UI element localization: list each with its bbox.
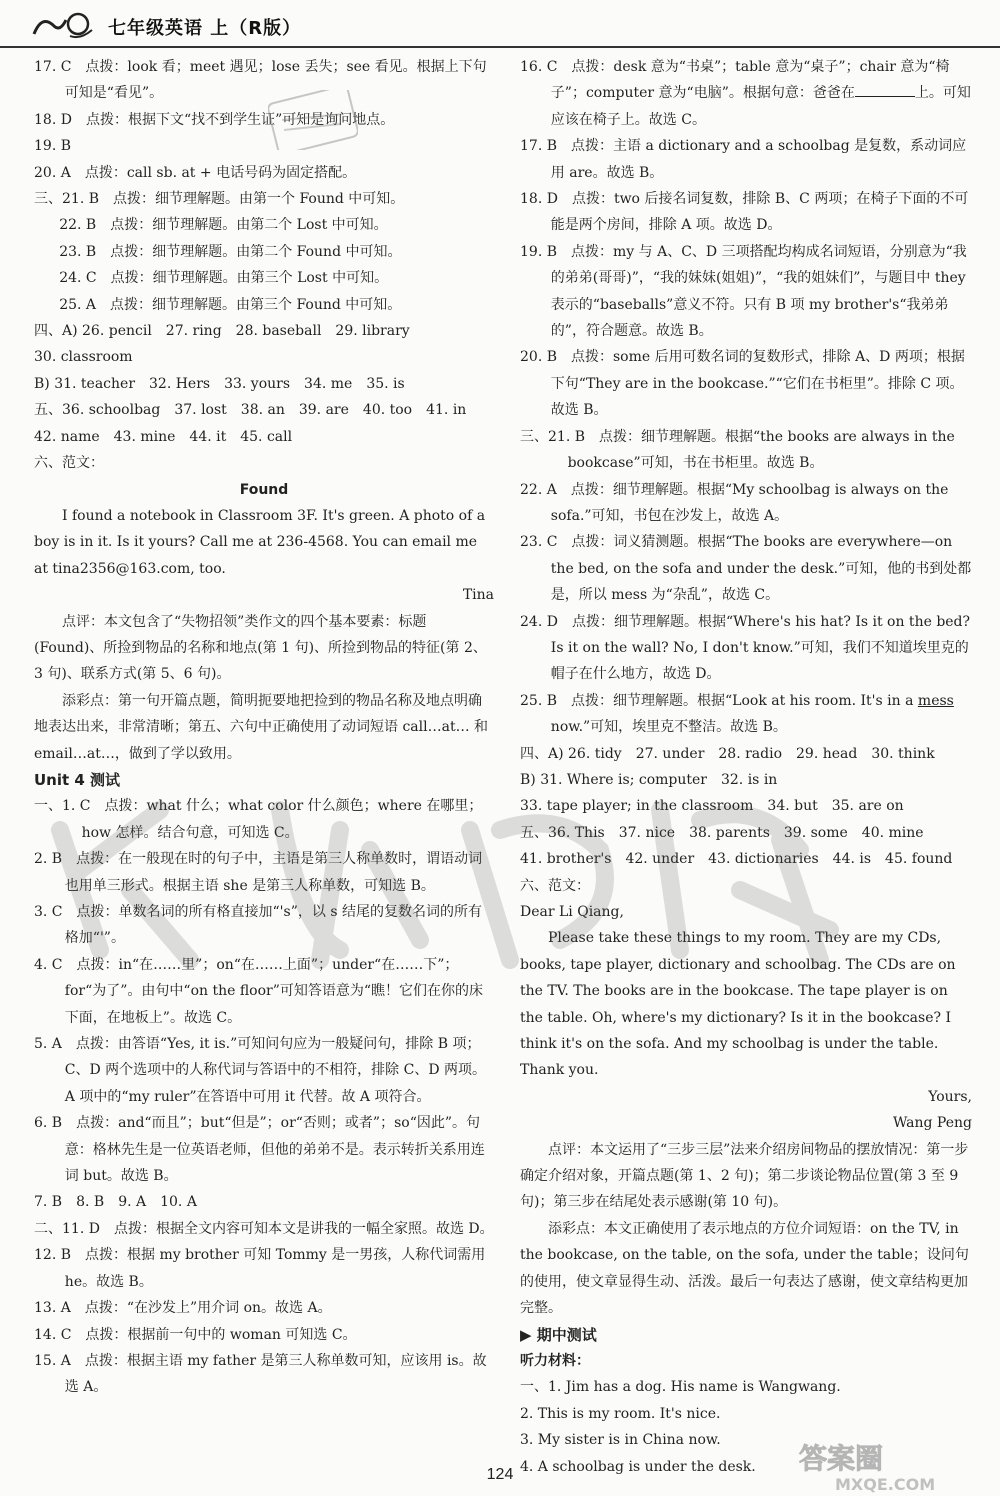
letter-review: 点评：本文运用了“三步三层”法来介绍房间物品的摆放情况：第一步确定介绍对象，开篇点题(第 1、2 句)；第二步谈论物品位置(第 3 至 9 句)；第三步在结尾处表示感谢(第 10 句)。 [520, 1141, 969, 1211]
right-column [520, 54, 972, 1480]
answer-17: 17. C 点拨：look 看；meet 遇见；lose 丢失；see 看见。根据上下句可知是“看见”。 [34, 59, 487, 102]
listening-material-label: 听力材料： [520, 1352, 590, 1369]
underlined-word: mess [917, 692, 954, 709]
answer-36-41: 五、36. schoolbag 37. lost 38. an 39. are 40. too 41. in [34, 402, 467, 419]
answer-19: 19. B [34, 138, 72, 155]
listening-4: 4. A schoolbag is under the desk. [520, 1458, 756, 1475]
u4-answer-41-45: 41. brother's 42. under 43. dictionaries 44. is 45. found [520, 851, 953, 868]
u4-answer-22: 22. A 点拨：细节理解题。根据“My schoolbag is always on the sofa.”可知，书包在沙发上，故选 A。 [520, 481, 949, 524]
u4-answer-25 [520, 688, 972, 741]
answer-23: 23. B 点拨：细节理解题。由第二个 Found 中可知。 [59, 243, 402, 260]
brand-watermark-url: MXQE.COM [835, 1475, 936, 1494]
page-header [0, 0, 1000, 48]
u4-answer-14: 14. C 点拨：根据前一句中的 woman 可知选 C。 [34, 1326, 357, 1343]
u4-answer-2: 2. B 点拨：在一般现在时的句子中，主语是第三人称单数时，谓语动词也用单三形式。根据主语 she 是第三人称单数，可知选 B。 [34, 851, 483, 894]
section-title-midterm: ▶ 期中测试 [520, 1325, 597, 1344]
page-number: 124 [486, 1466, 514, 1483]
essay-signature: Tina [462, 587, 494, 604]
answer-21: 三、21. B 点拨：细节理解题。由第一个 Found 中可知。 [34, 191, 405, 208]
u4-answer-31-32: B) 31. Where is; computer 32. is in [520, 771, 778, 788]
u4-answer-25-tail: now.”可知，埃里克不整洁。故选 B。 [550, 719, 787, 736]
letter-closing: Yours, [928, 1088, 972, 1105]
u4-answer-12: 12. B 点拨：根据 my brother 可知 Tommy 是一男孩，人称代词需用 he。故选 B。 [34, 1247, 486, 1290]
u4-answer-19: 19. B 点拨：my 与 A、C、D 三项搭配均构成名词短语，分别意为“我的弟弟(哥哥)”，“我的妹妹(姐姐)”，“我的姐妹们”，与题目中 they 表示的“baseballs”意义不符。只有 B 项 my brother's“我弟弟的”，符合题意。故选 B。 [520, 243, 967, 340]
letter-highlight: 添彩点：本文正确使用了表示地点的方位介词短语：on the TV, in the bookcase, on the table, on the sofa, under the table；设问句的使用，使文章显得生动、活泼。最后一句表达了感谢，使文章结构更加完整。 [520, 1220, 969, 1317]
u4-answer-4: 4. C 点拨：in“在……里”；on“在……上面”；under“在……下”；for“为了”。由句中“on the floor”可知答语意为“瞧！它们在你的床下面，在地板上”。故选 C。 [34, 956, 484, 1026]
answer-20: 20. A 点拨：call sb. at + 电话号码为固定搭配。 [34, 164, 357, 181]
u4-answer-21: 三、21. B 点拨：细节理解题。根据“the books are always in the bookcase”可知，书在书柜里。故选 B。 [520, 428, 955, 472]
essay-highlight: 添彩点：第一句开篇点题，简明扼要地把捡到的物品名称及地点明确地表达出来，非常清晰；第五、六句中正确使用了动词短语 call…at… 和 email…at…，做到了学以致用。 [34, 692, 489, 762]
answer-26-29: 四、A) 26. pencil 27. ring 28. baseball 29. library [34, 323, 410, 340]
u4-answer-26-30: 四、A) 26. tidy 27. under 28. radio 29. head 30. think [520, 745, 935, 762]
u4-answer-20: 20. B 点拨：some 后用可数名词的复数形式，排除 A、D 两项；根据下句“They are in the bookcase.”“它们在书柜里”。排除 C 项。故选 B。 [520, 349, 965, 419]
letter-body: Please take these things to my room. They are my CDs, books, tape player, dictionary and schoolbag. The CDs are on the TV. The books are in the bookcase. The tape player is on the table. Oh, where's my dictionary? Is it in the bookcase? I think it's on the sofa. And my schoolbag is under the table. Thank you. [520, 930, 956, 1079]
answer-25: 25. A 点拨：细节理解题。由第三个 Found 中可知。 [59, 296, 402, 313]
listening-2: 2. This is my room. It's nice. [520, 1405, 721, 1422]
publisher-logo-icon [30, 10, 100, 42]
u4-answer-15: 15. A 点拨：根据主语 my father 是第三人称单数可知，应该用 is。故选 A。 [34, 1352, 487, 1396]
letter-signature: Wang Peng [892, 1115, 972, 1132]
u4-answer-24: 24. D 点拨：细节理解题。根据“Where's his hat? Is it on the bed? Is it on the wall? No, I don't know.”可知，我们不知道埃里克的帽子在什么地方，故选 D。 [520, 613, 971, 683]
book-title: 七年级英语 上（R版） [108, 18, 302, 39]
u4-answer-16-tail: 上。可知应该在椅子上。故选 C。 [550, 85, 971, 128]
u4-answer-5: 5. A 点拨：由答语“Yes, it is.”可知问句应为一般疑问句，排除 B 项；C、D 两个选项中的人称代词与答语中的不相符，排除 C、D 两项。A 项中的“my ruler”在答语中可用 it 代替。故 A 项符合。 [34, 1036, 487, 1105]
fill-blank [855, 82, 915, 97]
answer-24: 24. C 点拨：细节理解题。由第三个 Lost 中可知。 [59, 270, 389, 287]
answer-30: 30. classroom [34, 349, 133, 366]
seal-watermark-icon [268, 90, 358, 150]
u4-answer-18: 18. D 点拨：two 后接名词复数，排除 B、C 两项；在椅子下面的不可能是两个房间，排除 A 项。故选 D。 [520, 191, 969, 234]
answer-31-35: B) 31. teacher 32. Hers 33. yours 34. me 35. is [34, 375, 405, 392]
u4-answer-6: 6. B 点拨：and“而且”；but“但是”；or“否则；或者”；so“因此”。句意：格林先生是一位英语老师，但他的弟弟不是。表示转折关系用连词 but。故选 B。 [34, 1115, 485, 1185]
u4-answer-7-10: 7. B 8. B 9. A 10. A [34, 1194, 197, 1211]
u4-answer-33-35: 33. tape player; in the classroom 34. but 35. are on [520, 798, 904, 815]
essay-review: 点评：本文包含了“失物招领”类作文的四个基本要素：标题 (Found)、所捡到物品的名称和地点(第 1 句)、所捡到物品的特征(第 2、3 句)、联系方式(第 5、6 句)。 [34, 613, 487, 683]
answer-22: 22. B 点拨：细节理解题。由第二个 Lost 中可知。 [59, 217, 388, 234]
u4-answer-23: 23. C 点拨：词义猜测题。根据“The books are everywhere—on the bed, on the sofa and under the desk.”可知，他的书到处都是，所以 mess 为“杂乱”，故选 C。 [520, 534, 972, 604]
u4-answer-36-40: 五、36. This 37. nice 38. parents 39. some 40. mine [520, 824, 924, 841]
essay-body: I found a notebook in Classroom 3F. It's green. A photo of a boy is in it. Is it yours? Call me at 236-4568. You can email me at tina2356@163.com, too. [34, 507, 486, 577]
u4-answer-13: 13. A 点拨：“在沙发上”用介词 on。故选 A。 [34, 1300, 332, 1317]
model-essay-label-2: 六、范文： [520, 877, 590, 894]
model-essay-label: 六、范文： [34, 455, 104, 472]
u4-answer-16-text: 16. C 点拨：desk 意为“书桌”；table 意为“桌子”；chair 意为“椅子”；computer 意为“电脑”。根据句意：爸爸在 [520, 59, 950, 102]
letter-greeting: Dear Li Qiang, [520, 904, 624, 920]
essay-title: Found [239, 481, 289, 498]
u4-answer-1: 一、1. C 点拨：what 什么；what color 什么颜色；where 在哪里；how 怎样。结合句意，可知选 C。 [34, 798, 483, 841]
answer-42-45: 42. name 43. mine 44. it 45. call [34, 428, 293, 445]
u4-answer-25-text: 25. B 点拨：细节理解题。根据“Look at his room. It's in a [520, 692, 914, 709]
u4-answer-11: 二、11. D 点拨：根据全文内容可知本文是讲我的一幅全家照。故选 D。 [34, 1220, 494, 1237]
section-title-unit4: Unit 4 测试 [34, 770, 121, 789]
u4-answer-17: 17. B 点拨：主语 a dictionary and a schoolbag 是复数，系动词应用 are。故选 B。 [520, 138, 967, 181]
listening-3: 3. My sister is in China now. [520, 1432, 721, 1449]
listening-1: 一、1. Jim has a dog. His name is Wangwang. [520, 1379, 841, 1396]
u4-answer-3: 3. C 点拨：单数名词的所有格直接加“'s”，以 s 结尾的复数名词的所有格加“'”。 [34, 904, 482, 947]
brand-watermark-text: 答案圈 [799, 1442, 884, 1475]
answer-18: 18. D 点拨：根据下文“找不到学生证”可知是询问地点。 [34, 111, 395, 128]
u4-answer-16 [520, 54, 972, 133]
brush-watermark-icon [40, 770, 980, 970]
header-divider [0, 46, 1000, 48]
left-column [34, 54, 494, 1401]
brand-watermark-icon [795, 1438, 990, 1494]
